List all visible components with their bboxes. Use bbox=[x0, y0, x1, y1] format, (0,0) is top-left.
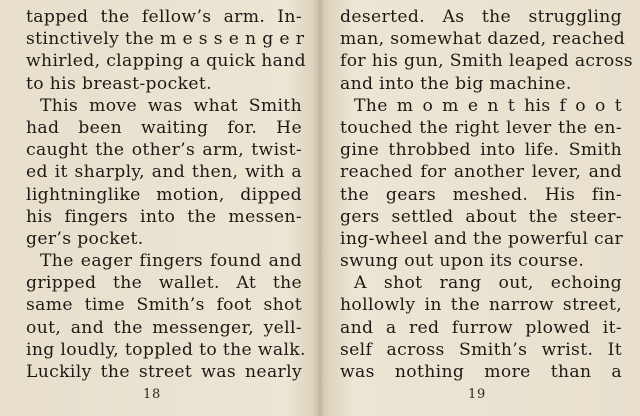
right-line-3: for his gun, Smith leaped across bbox=[340, 51, 633, 72]
right-line-1: deserted. As the struggling bbox=[340, 7, 622, 27]
left-line-12: The eager fingers found and bbox=[40, 251, 302, 272]
right-line-10: gers settled about the steer- bbox=[340, 206, 622, 227]
left-line-3: whirled, clapping a quick hand bbox=[26, 51, 306, 72]
left-line-14: same time Smith’s foot shot bbox=[26, 295, 302, 316]
left-line-4: to his breast-pocket. bbox=[26, 73, 212, 94]
left-line-11: ger’s pocket. bbox=[26, 228, 144, 249]
left-line-5: This move was what Smith bbox=[40, 95, 302, 116]
left-line-16: ing loudly, toppled to the walk. bbox=[26, 339, 306, 360]
left-line-1: tapped the fellow’s arm. In- bbox=[26, 7, 302, 27]
left-line-8: ed it sharply, and then, with a bbox=[26, 162, 302, 183]
left-line-6: had been waiting for. He bbox=[26, 117, 302, 138]
left-line-2: stinctively the m e s s e n g e r bbox=[26, 29, 305, 50]
left-line-15: out, and the messenger, yell- bbox=[26, 317, 302, 338]
left-line-7: caught the other’s arm, twist- bbox=[26, 140, 302, 161]
right-line-11: ing-wheel and the powerful car bbox=[340, 228, 624, 249]
right-line-17: was nothing more than a bbox=[340, 362, 622, 382]
left-line-10: his fingers into the messen- bbox=[26, 206, 302, 227]
right-line-4: and into the big machine. bbox=[340, 73, 572, 94]
right-line-15: and a red furrow plowed it- bbox=[340, 317, 622, 338]
left-line-17: Luckily the street was nearly bbox=[26, 362, 302, 382]
right-line-6: touched the right lever the en- bbox=[340, 117, 622, 138]
right-line-16: self across Smith’s wrist. It bbox=[340, 339, 622, 360]
right-line-9: the gears meshed. His fin- bbox=[340, 184, 622, 205]
right-page-number: 19 bbox=[468, 387, 487, 402]
right-line-8: reached for another lever, and bbox=[340, 162, 622, 183]
right-line-12: swung out upon its course. bbox=[340, 251, 585, 272]
left-line-9: lightninglike motion, dipped bbox=[26, 184, 302, 205]
right-line-5: The m o m e n t his f o o t bbox=[354, 95, 622, 116]
right-line-14: hollowly in the narrow street, bbox=[340, 295, 622, 316]
left-line-13: gripped the wallet. At the bbox=[26, 273, 302, 294]
right-line-13: A shot rang out, echoing bbox=[354, 273, 622, 294]
left-page-number: 18 bbox=[143, 387, 162, 402]
right-line-7: gine throbbed into life. Smith bbox=[340, 140, 622, 161]
right-page bbox=[320, 0, 640, 416]
right-line-2: man, somewhat dazed, reached bbox=[340, 29, 626, 50]
